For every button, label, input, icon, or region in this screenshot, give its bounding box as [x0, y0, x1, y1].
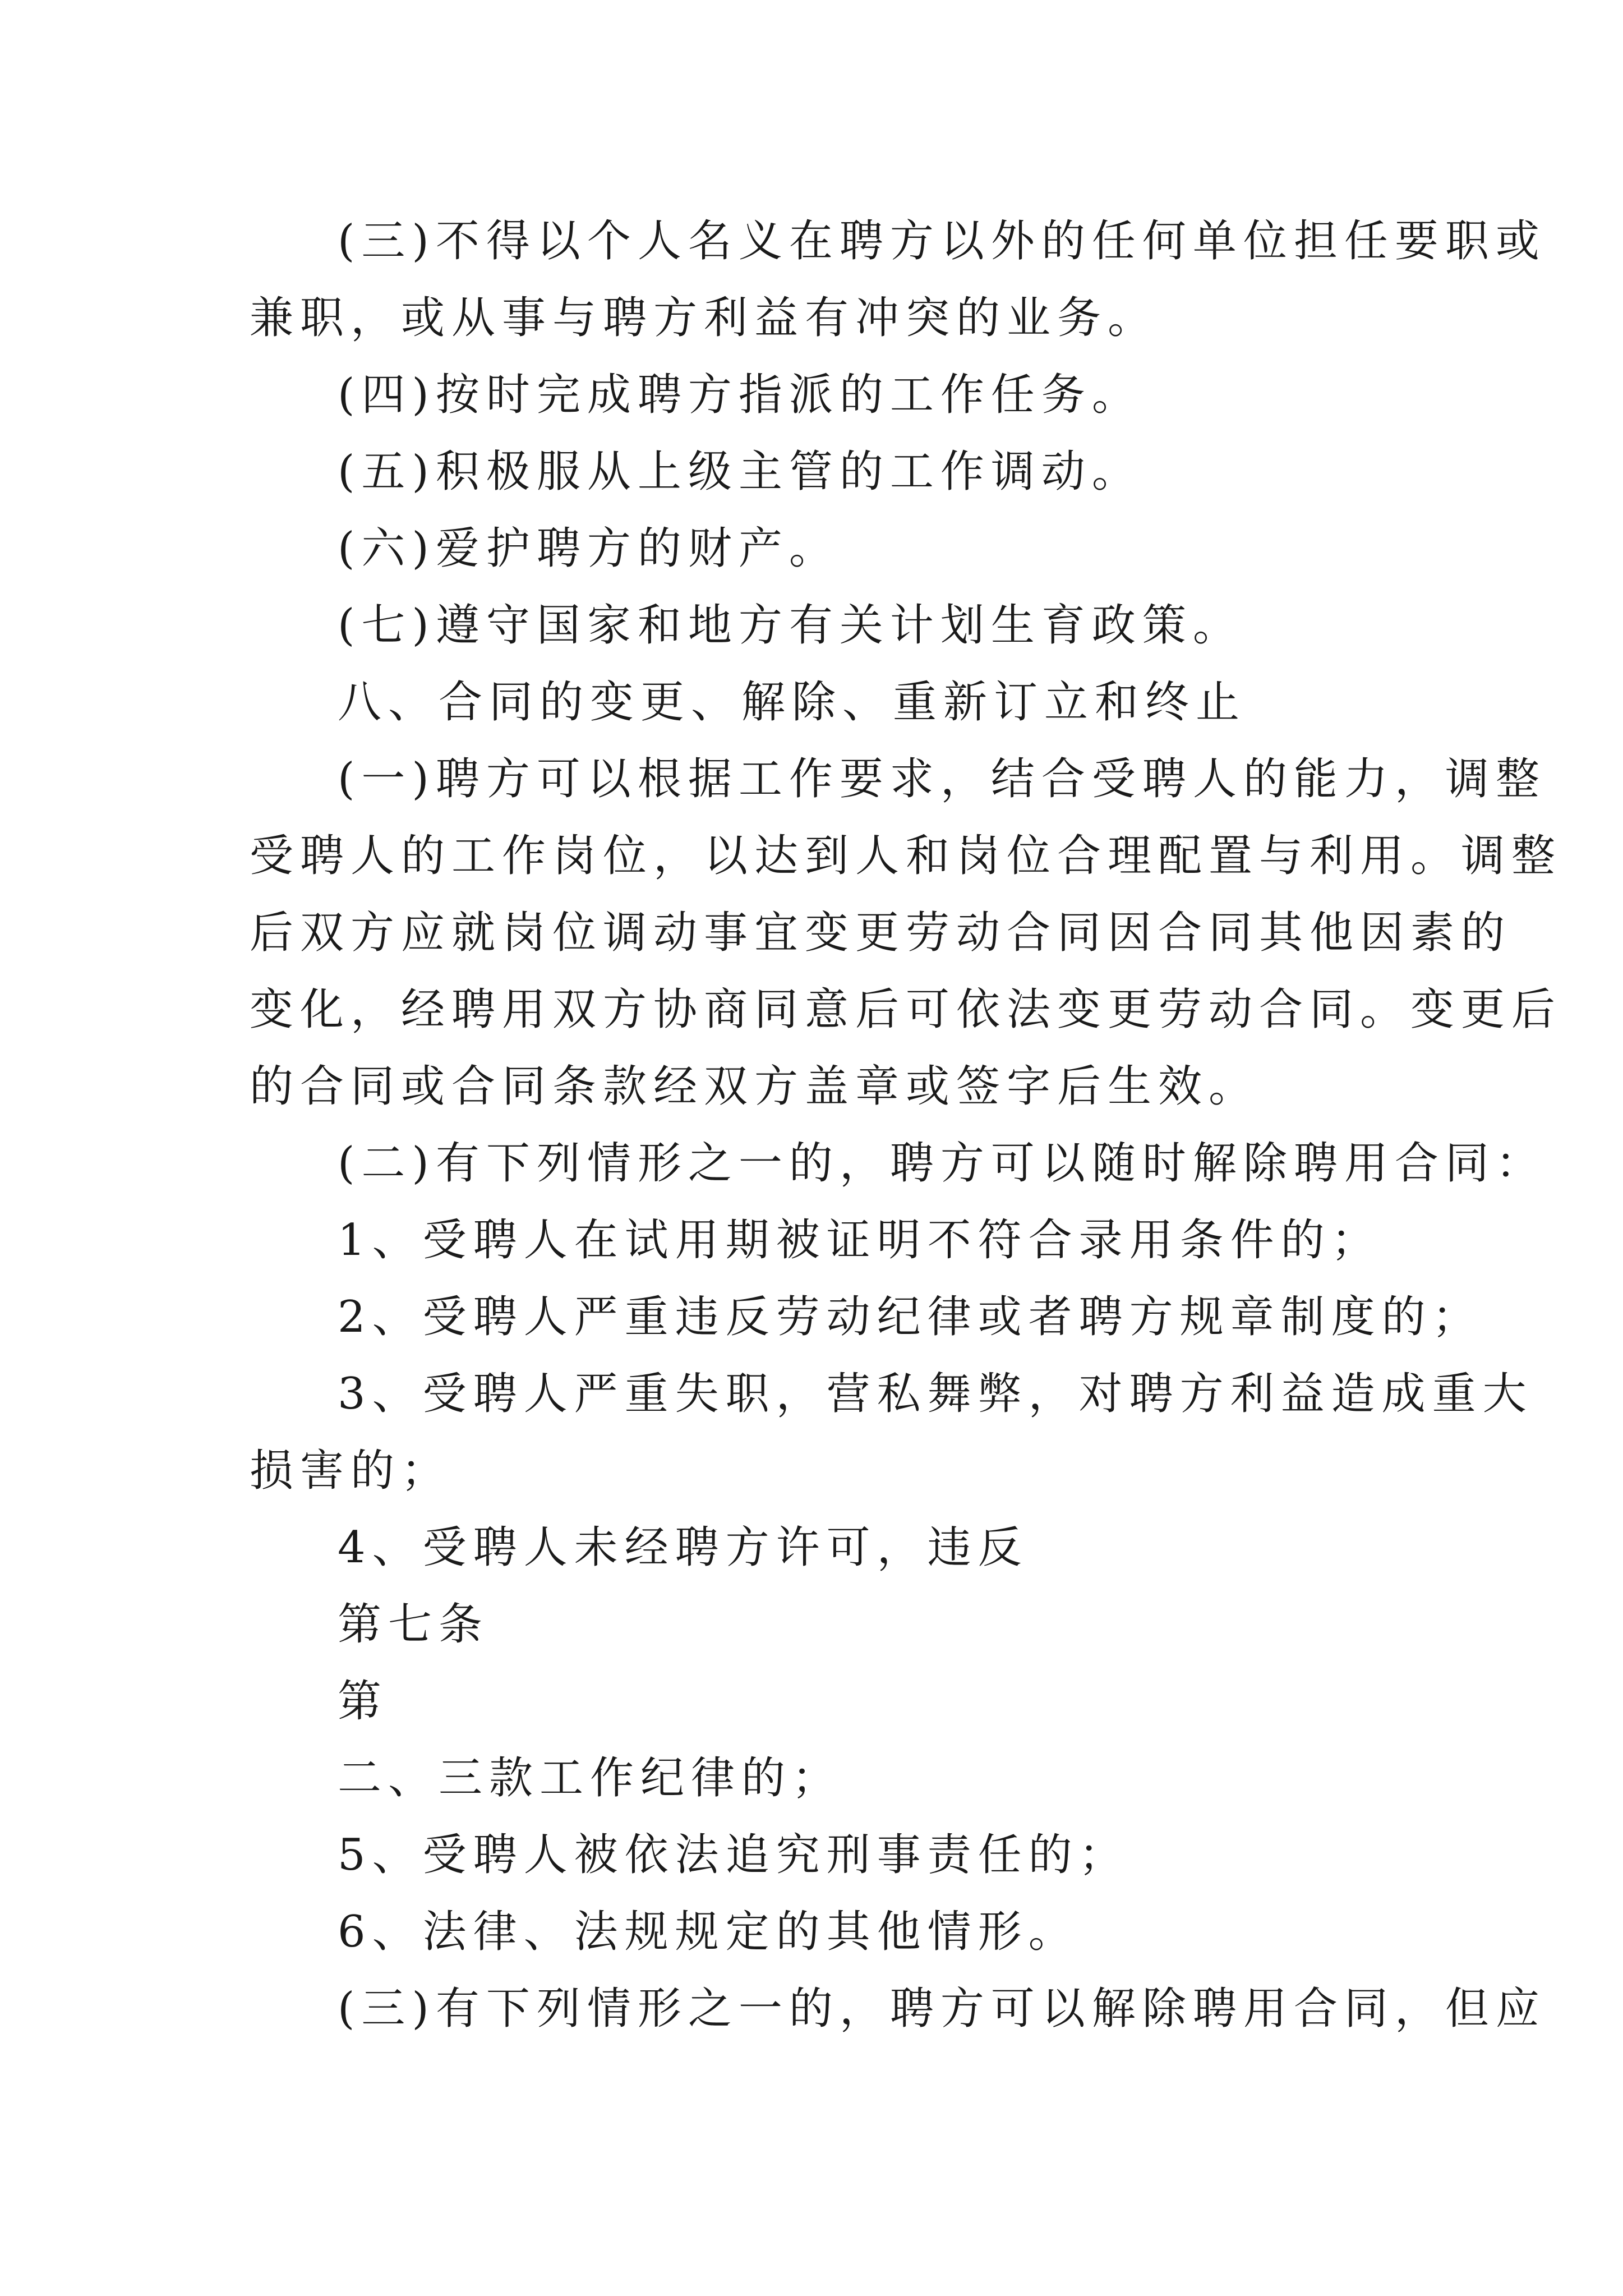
paragraph-line: (三)有下列情形之一的，聘方可以解除聘用合同，但应 — [338, 1984, 1546, 2034]
paragraph-line: (五)积极服从上级主管的工作调动。 — [338, 447, 1142, 497]
list-item: 2、受聘人严重违反劳动纪律或者聘方规章制度的； — [338, 1292, 1483, 1342]
paragraph-line: (四)按时完成聘方指派的工作任务。 — [338, 370, 1142, 420]
paragraph-line: 兼职，或从事与聘方利益有冲突的业务。 — [250, 293, 1159, 343]
paragraph-line: (一)聘方可以根据工作要求，结合受聘人的能力，调整 — [338, 754, 1546, 804]
list-item: 6、法律、法规规定的其他情形。 — [338, 1907, 1079, 1957]
paragraph-line: 受聘人的工作岗位，以达到人和岗位合理配置与利用。调整 — [250, 831, 1562, 881]
paragraph-line: (三)不得以个人名义在聘方以外的任何单位担任要职或 — [338, 216, 1546, 266]
list-item-continuation: 损害的； — [250, 1446, 452, 1496]
paragraph-line: (七)遵守国家和地方有关计划生育政策。 — [338, 600, 1243, 651]
paragraph-line: 变化，经聘用双方协商同意后可依法变更劳动合同。变更后 — [250, 984, 1562, 1035]
paragraph-line: 第七条 — [338, 1599, 490, 1650]
paragraph-line: 的合同或合同条款经双方盖章或签字后生效。 — [250, 1061, 1260, 1112]
paragraph-line: 后双方应就岗位调动事宜变更劳动合同因合同其他因素的 — [250, 908, 1512, 958]
section-heading: 八、合同的变更、解除、重新订立和终止 — [338, 677, 1247, 728]
paragraph-line: (六)爱护聘方的财产。 — [338, 523, 840, 574]
list-item: 3、受聘人严重失职，营私舞弊，对聘方利益造成重大 — [338, 1369, 1533, 1419]
paragraph-line: 第 — [338, 1676, 389, 1727]
list-item: 5、受聘人被依法追究刑事责任的； — [338, 1830, 1129, 1880]
list-item: 1、受聘人在试用期被证明不符合录用条件的； — [338, 1215, 1382, 1266]
paragraph-line: 二、三款工作纪律的； — [338, 1753, 843, 1803]
paragraph-line: (二)有下列情形之一的，聘方可以随时解除聘用合同： — [338, 1138, 1546, 1189]
list-item: 4、受聘人未经聘方许可，违反 — [338, 1522, 1029, 1573]
